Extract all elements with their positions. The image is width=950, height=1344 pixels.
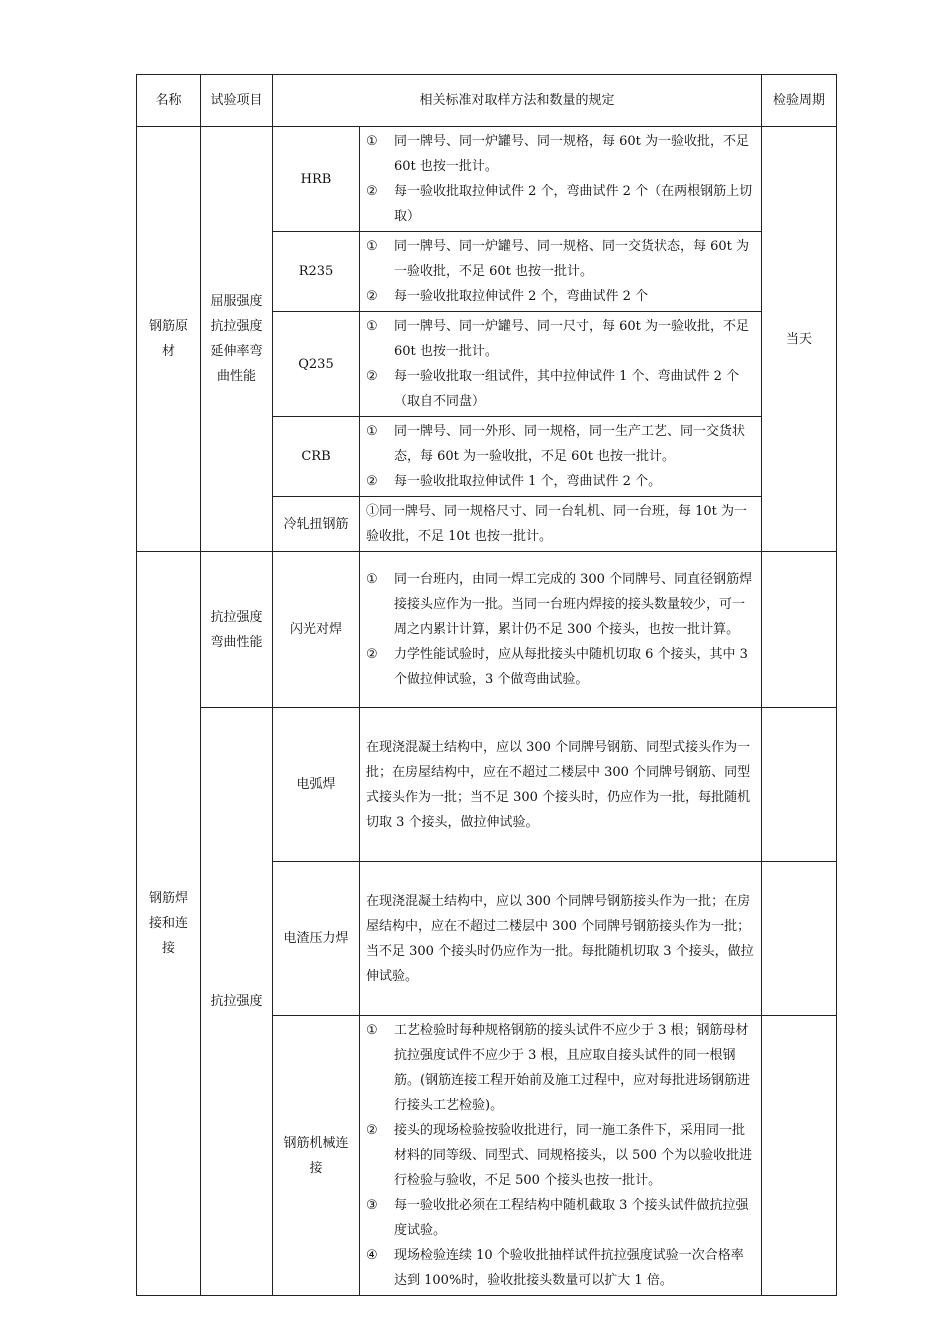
list-item: ② 每一验收批取一组试件，其中拉伸试件 1 个、弯曲试件 2 个（取自不同盘）	[366, 369, 740, 409]
header-rules: 相关标准对取样方法和数量的规定	[273, 75, 762, 127]
list-item: ① 同一牌号、同一炉罐号、同一尺寸，每 60t 为一验收批，不足 60t 也按一批计。	[366, 319, 750, 359]
electroslag-rules: 在现浇混凝土结构中，应以 300 个同牌号钢筋接头作为一批；在房屋结构中，应在不超过二楼层中 300 个同牌号钢筋接头作为一批；当不足 300 个接头时仍应作为一批。每批随机切取 3 个接头，做拉伸试验。	[360, 862, 762, 1016]
rebar-raw-name: 钢筋原材	[137, 127, 201, 552]
list-item: ① 同一台班内，由同一焊工完成的 300 个同牌号、同直径钢筋焊接接头应作为一批。当同一台班内焊接的接头数量较少，可一周之内累计计算，累计仍不足 300 个接头，也按一批计算。	[366, 572, 753, 637]
list-item: ② 每一验收批取拉伸试件 1 个，弯曲试件 2 个。	[366, 474, 662, 489]
arc-rules: 在现浇混凝土结构中，应以 300 个同牌号钢筋、同型式接头作为一批；在房屋结构中，应在不超过二楼层中 300 个同牌号钢筋、同型式接头作为一批；当不足 300 个接头时，仍应作为一批，每批随机切取 3 个接头，做拉伸试验。	[360, 708, 762, 862]
arc-period	[762, 708, 837, 862]
hrb-rules	[360, 127, 762, 232]
table-row-arc-welding	[137, 708, 837, 862]
header-test-item: 试验项目	[201, 75, 273, 127]
rebar-raw-test-item: 屈服强度抗拉强度延伸率弯曲性能	[201, 127, 273, 552]
list-item: ② 每一验收批取拉伸试件 2 个，弯曲试件 2 个（在两根钢筋上切取）	[366, 184, 753, 224]
list-item: ② 力学性能试验时，应从每批接头中随机切取 6 个接头，其中 3 个做拉伸试验，3 个做弯曲试验。	[366, 647, 748, 687]
list-item: ① 工艺检验时每种规格钢筋的接头试件不应少于 3 根；钢筋母材抗拉强度试件不应少于 3 根，且应取自接头试件的同一根钢筋。(钢筋连接工程开始前及施工过程中，应对每批进场钢筋进行接头工艺检验)。	[366, 1023, 751, 1113]
header-period: 检验周期	[762, 75, 837, 127]
arc-label: 电弧焊	[273, 708, 360, 862]
r235-label: R235	[273, 232, 360, 312]
cold-rolled-label: 冷轧扭钢筋	[273, 497, 360, 552]
list-item: ① 同一牌号、同一炉罐号、同一规格、同一交货状态，每 60t 为一验收批，不足 60t 也按一批计。	[366, 239, 750, 279]
sampling-spec-table	[136, 74, 837, 1296]
mechanical-rules	[360, 1016, 762, 1296]
mechanical-period	[762, 1016, 837, 1296]
table-header-row	[137, 75, 837, 127]
crb-label: CRB	[273, 417, 360, 497]
list-item: ④ 现场检验连续 10 个验收批抽样试件抗拉强度试验一次合格率达到 100%时，验收批接头数量可以扩大 1 倍。	[366, 1248, 744, 1288]
q235-rules	[360, 312, 762, 417]
electroslag-label: 电渣压力焊	[273, 862, 360, 1016]
rebar-raw-period: 当天	[762, 127, 837, 552]
table-row-hrb	[137, 127, 837, 232]
flash-period	[762, 552, 837, 708]
list-item: ② 每一验收批取拉伸试件 2 个，弯曲试件 2 个	[366, 289, 649, 304]
hrb-label: HRB	[273, 127, 360, 232]
table-row-flash-welding	[137, 552, 837, 708]
list-item: ③ 每一验收批必须在工程结构中随机截取 3 个接头试件做抗拉强度试验。	[366, 1198, 749, 1238]
header-name: 名称	[137, 75, 201, 127]
welding-name: 钢筋焊接和连接	[137, 552, 201, 1296]
list-item: ① 同一牌号、同一炉罐号、同一规格，每 60t 为一验收批，不足 60t 也按一批计。	[366, 134, 750, 174]
flash-rules	[360, 552, 762, 708]
r235-rules	[360, 232, 762, 312]
flash-label: 闪光对焊	[273, 552, 360, 708]
cold-rolled-rules: ①同一牌号、同一规格尺寸、同一台轧机、同一台班，每 10t 为一验收批，不足 10t 也按一批计。	[360, 497, 762, 552]
flash-test-item: 抗拉强度弯曲性能	[201, 552, 273, 708]
electroslag-period	[762, 862, 837, 1016]
crb-rules	[360, 417, 762, 497]
mechanical-label: 钢筋机械连接	[273, 1016, 360, 1296]
q235-label: Q235	[273, 312, 360, 417]
list-item: ① 同一牌号、同一外形、同一规格，同一生产工艺、同一交货状态，每 60t 为一验收批，不足 60t 也按一批计。	[366, 424, 746, 464]
list-item: ② 接头的现场检验按验收批进行，同一施工条件下，采用同一批材料的同等级、同型式、同规格接头，以 500 个为以验收批进行检验与验收，不足 500 个接头也按一批计。	[366, 1123, 753, 1188]
tensile-test-item: 抗拉强度	[201, 708, 273, 1296]
